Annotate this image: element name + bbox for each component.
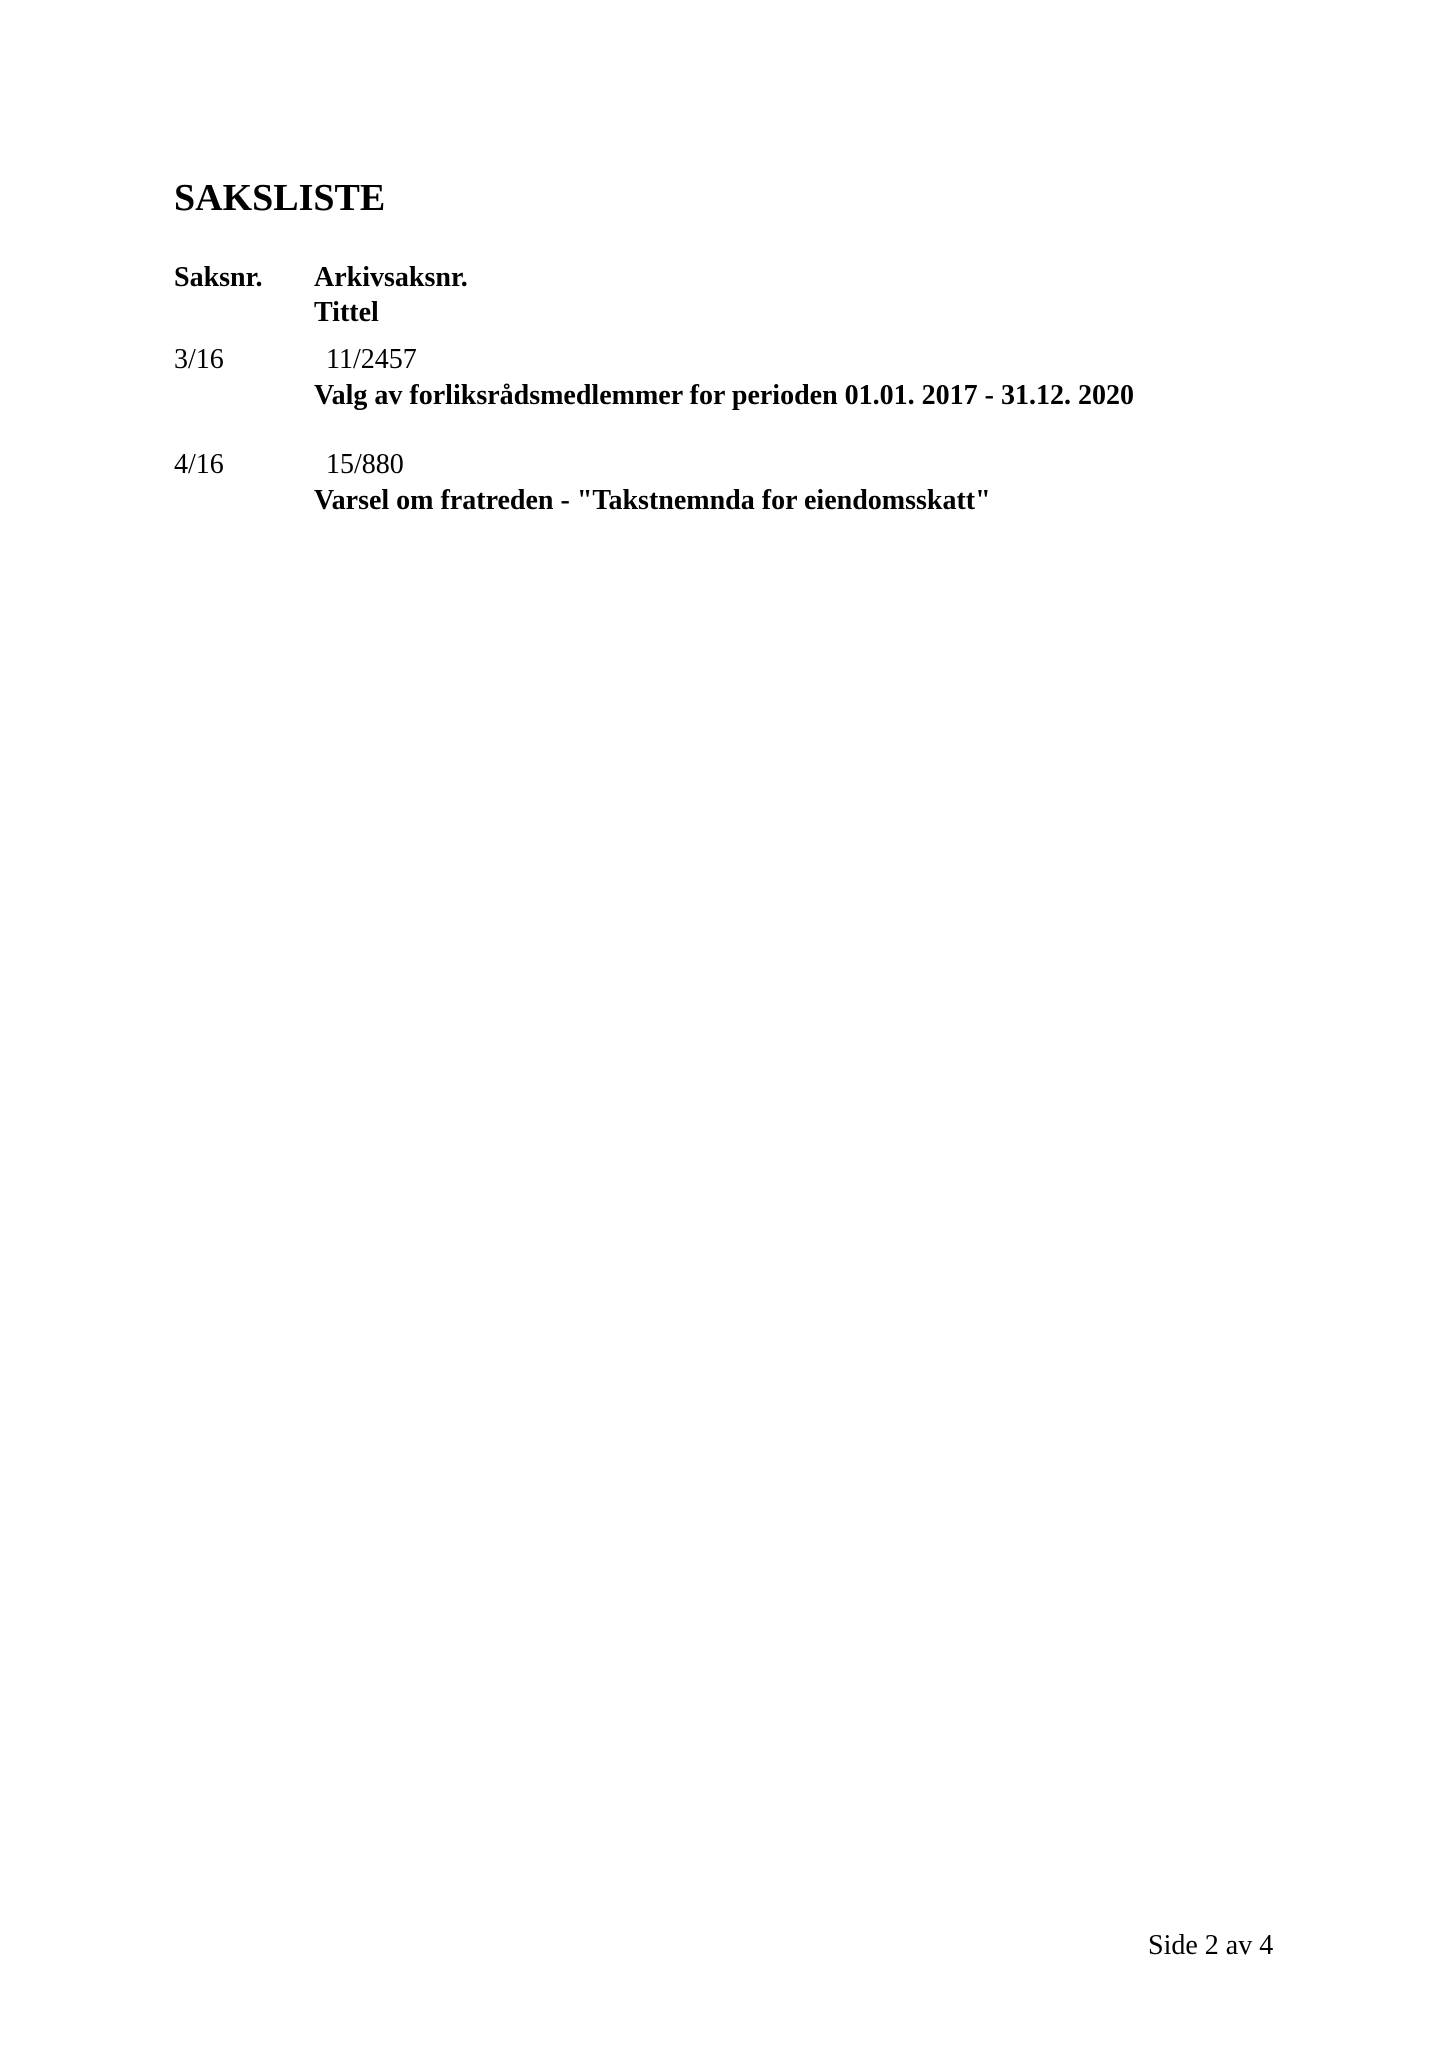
page-number: Side 2 av 4 [1148, 1930, 1274, 1961]
header-arkivsaksnr: Arkivsaksnr. [314, 262, 468, 293]
header-saksnr: Saksnr. [174, 262, 263, 293]
case-saksnr: 4/16 [174, 449, 224, 480]
case-title: Varsel om fratreden - "Takstnemnda for eiendomsskatt" [314, 485, 991, 516]
case-item [174, 447, 1274, 521]
case-arkivsaksnr: 11/2457 [326, 344, 417, 375]
case-title: Valg av forliksrådsmedlemmer for perioden 01.01. 2017 - 31.12. 2020 [314, 380, 1134, 411]
case-saksnr: 3/16 [174, 344, 224, 375]
page-title: SAKSLISTE [174, 177, 386, 219]
case-item [174, 342, 1274, 416]
case-arkivsaksnr: 15/880 [326, 449, 404, 480]
header-tittel: Tittel [314, 297, 379, 328]
